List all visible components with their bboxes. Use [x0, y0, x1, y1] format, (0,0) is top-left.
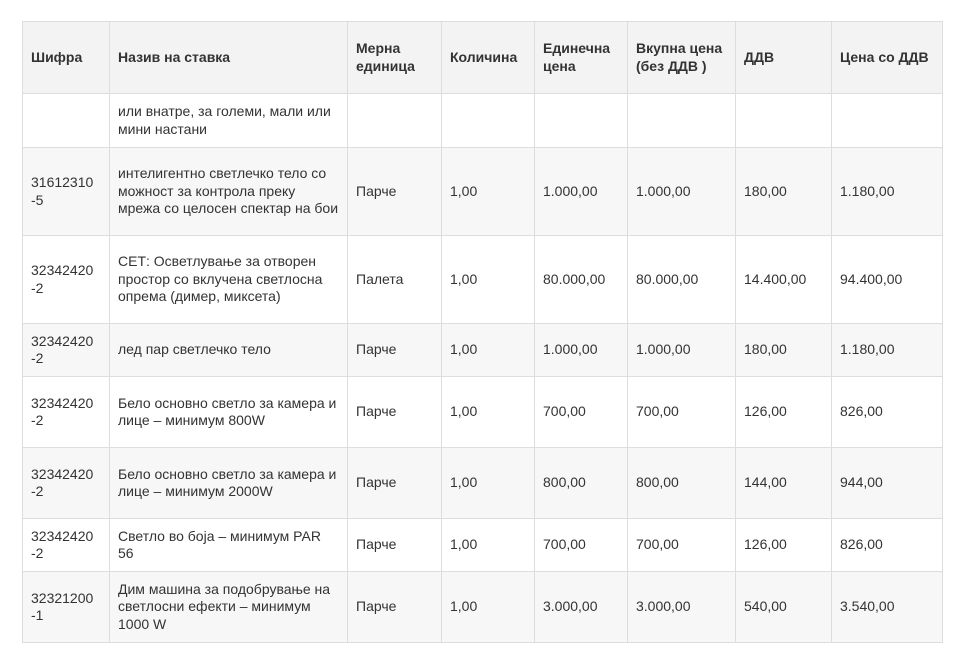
cell-item-name: интелигентно светлечко тело со можност за контрола преку мрежа со целосен спектар на бои	[110, 148, 348, 236]
price-table	[22, 21, 943, 643]
cell-vat: 126,00	[736, 377, 832, 448]
cell-price-with-vat: 826,00	[832, 377, 943, 448]
cell-unit-price: 3.000,00	[535, 572, 628, 643]
table-row	[23, 519, 943, 572]
cell-code: 32342420 -2	[23, 236, 110, 324]
cell-quantity: 1,00	[442, 448, 535, 519]
cell-unit-price: 1.000,00	[535, 148, 628, 236]
cell-price-with-vat: 94.400,00	[832, 236, 943, 324]
cell-quantity: 1,00	[442, 572, 535, 643]
cell-total-no-vat: 1.000,00	[628, 148, 736, 236]
cell-code	[23, 94, 110, 148]
cell-price-with-vat: 3.540,00	[832, 572, 943, 643]
cell-item-name: СЕТ: Осветлување за отворен простор со вклучена светлосна опрема (димер, миксета)	[110, 236, 348, 324]
cell-unit: Парче	[348, 377, 442, 448]
cell-total-no-vat: 1.000,00	[628, 324, 736, 377]
cell-code: 32321200 -1	[23, 572, 110, 643]
cell-total-no-vat: 3.000,00	[628, 572, 736, 643]
cell-total-no-vat	[628, 94, 736, 148]
header-price-with-vat: Цена со ДДВ	[832, 22, 943, 94]
cell-vat: 144,00	[736, 448, 832, 519]
table-header-row	[23, 22, 943, 94]
table-row	[23, 148, 943, 236]
cell-total-no-vat: 700,00	[628, 377, 736, 448]
header-item-name: Назив на ставка	[110, 22, 348, 94]
cell-code: 32342420 -2	[23, 324, 110, 377]
table-row	[23, 94, 943, 148]
cell-unit-price: 80.000,00	[535, 236, 628, 324]
cell-item-name: Светло во боја – минимум PAR 56	[110, 519, 348, 572]
cell-vat	[736, 94, 832, 148]
cell-unit: Парче	[348, 448, 442, 519]
table-row	[23, 572, 943, 643]
cell-item-name: или внатре, за големи, мали или мини настани	[110, 94, 348, 148]
table-row	[23, 236, 943, 324]
cell-unit-price: 1.000,00	[535, 324, 628, 377]
cell-code: 32342420 -2	[23, 448, 110, 519]
table-row	[23, 448, 943, 519]
cell-vat: 180,00	[736, 148, 832, 236]
cell-unit: Парче	[348, 324, 442, 377]
cell-vat: 126,00	[736, 519, 832, 572]
cell-price-with-vat	[832, 94, 943, 148]
cell-price-with-vat: 944,00	[832, 448, 943, 519]
cell-price-with-vat: 1.180,00	[832, 324, 943, 377]
cell-vat: 14.400,00	[736, 236, 832, 324]
cell-unit: Парче	[348, 572, 442, 643]
cell-unit-price: 800,00	[535, 448, 628, 519]
cell-total-no-vat: 80.000,00	[628, 236, 736, 324]
cell-item-name: Бело основно светло за камера и лице – минимум 2000W	[110, 448, 348, 519]
cell-item-name: Дим машина за подобрување на светлосни ефекти – минимум 1000 W	[110, 572, 348, 643]
cell-item-name: лед пар светлечко тело	[110, 324, 348, 377]
table-row	[23, 377, 943, 448]
header-quantity: Количина	[442, 22, 535, 94]
price-table-container	[22, 21, 942, 643]
cell-quantity: 1,00	[442, 519, 535, 572]
header-unit-price: Единечна цена	[535, 22, 628, 94]
cell-unit-price: 700,00	[535, 519, 628, 572]
cell-unit: Палета	[348, 236, 442, 324]
header-total-no-vat: Вкупна цена (без ДДВ )	[628, 22, 736, 94]
cell-unit-price: 700,00	[535, 377, 628, 448]
cell-quantity: 1,00	[442, 236, 535, 324]
cell-code: 31612310 -5	[23, 148, 110, 236]
cell-unit-price	[535, 94, 628, 148]
cell-quantity	[442, 94, 535, 148]
header-vat: ДДВ	[736, 22, 832, 94]
cell-price-with-vat: 826,00	[832, 519, 943, 572]
cell-unit: Парче	[348, 148, 442, 236]
cell-unit: Парче	[348, 519, 442, 572]
cell-total-no-vat: 700,00	[628, 519, 736, 572]
cell-vat: 540,00	[736, 572, 832, 643]
cell-price-with-vat: 1.180,00	[832, 148, 943, 236]
cell-item-name: Бело основно светло за камера и лице – минимум 800W	[110, 377, 348, 448]
cell-vat: 180,00	[736, 324, 832, 377]
cell-unit	[348, 94, 442, 148]
header-code: Шифра	[23, 22, 110, 94]
cell-code: 32342420 -2	[23, 519, 110, 572]
cell-code: 32342420 -2	[23, 377, 110, 448]
cell-quantity: 1,00	[442, 377, 535, 448]
cell-quantity: 1,00	[442, 148, 535, 236]
header-unit: Мерна единица	[348, 22, 442, 94]
table-row	[23, 324, 943, 377]
cell-quantity: 1,00	[442, 324, 535, 377]
cell-total-no-vat: 800,00	[628, 448, 736, 519]
